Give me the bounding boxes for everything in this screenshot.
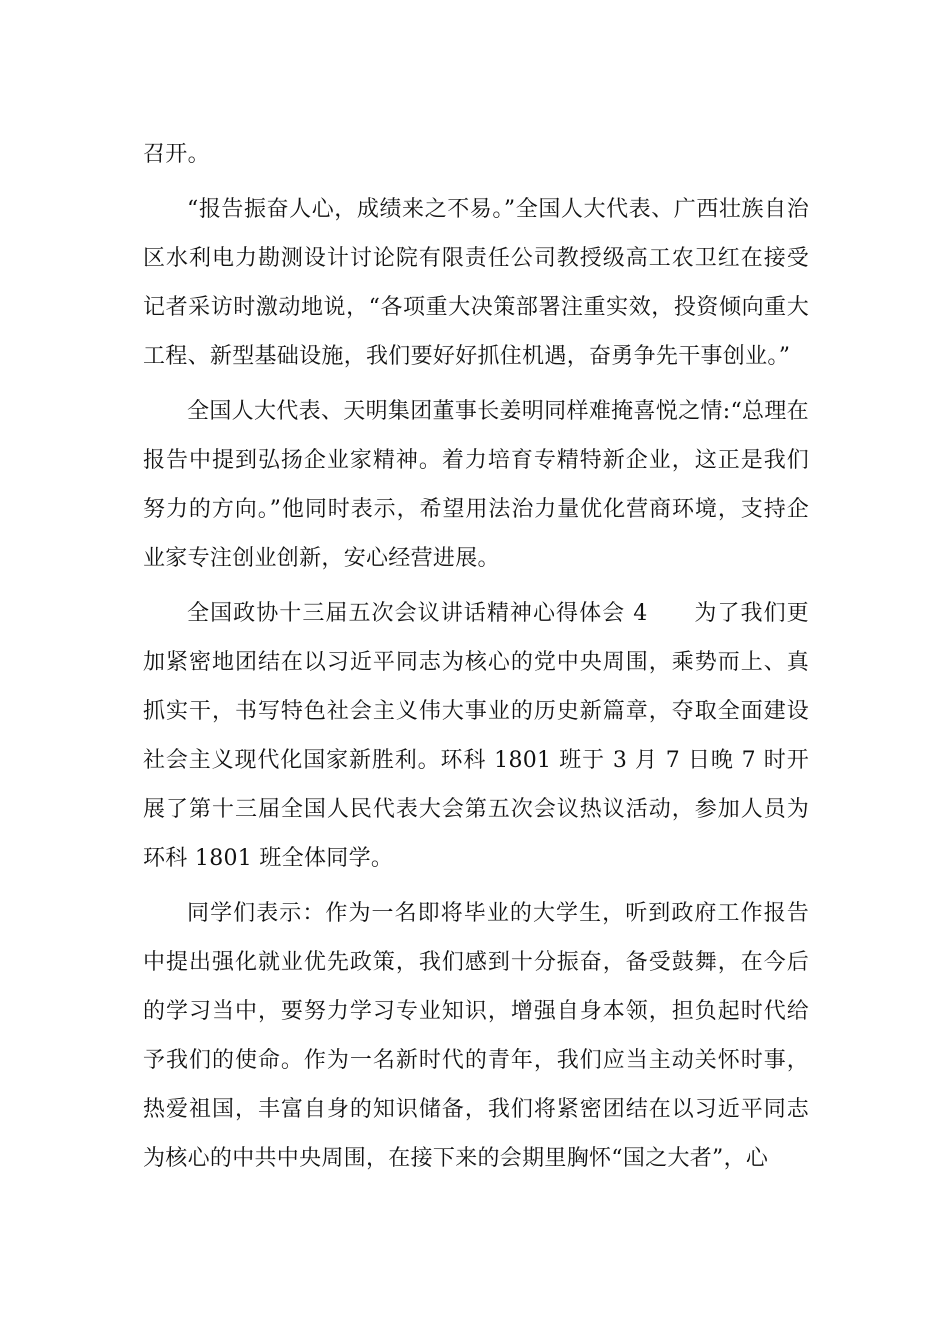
paragraph-quote-jiang-ming: 全国人大代表、天明集团董事长姜明同样难掩喜悦之情:“总理在报告中提到弘扬企业家精神。着力培育专精特新企业，这正是我们努力的方向。”他同时表示，希望用法治力量优化营商环境，支持企业家专注创业创新，安心经营进展。	[143, 399, 809, 571]
paragraph-continuation: 召开。	[143, 142, 210, 167]
paragraph-students-statement: 同学们表示：作为一名即将毕业的大学生，听到政府工作报告中提出强化就业优先政策，我们感到十分振奋，备受鼓舞，在今后的学习当中，要努力学习专业知识，增强自身本领，担负起时代给予我们的使命。作为一名新时代的青年，我们应当主动关怀时事，热爱祖国，丰富自身的知识储备，我们将紧密团结在以习近平同志为核心的中共中央周围，在接下来的会期里胸怀“国之大者”，心	[143, 901, 809, 1171]
paragraph-class-activity: 全国政协十三届五次会议讲话精神心得体会 4 为了我们更加紧密地团结在以习近平同志为核心的党中央周围，乘势而上、真抓实干，书写特色社会主义伟大事业的历史新篇章，夺取全面建设社会主义现代化国家新胜利。环科 1801 班于 3 月 7 日晚 7 时开展了第十三届全国人民代表大会第五次会议热议活动，参加人员为环科 1801 班全体同学。	[143, 601, 809, 871]
paragraph-quote-nong-weihong: “报告振奋人心，成绩来之不易。”全国人大代表、广西壮族自治区水利电力勘测设计讨论院有限责任公司教授级高工农卫红在接受记者采访时激动地说，“各项重大决策部署注重实效，投资倾向重大工程、新型基础设施，我们要好好抓住机遇，奋勇争先干事创业。”	[143, 197, 809, 369]
document-body	[143, 130, 809, 1183]
